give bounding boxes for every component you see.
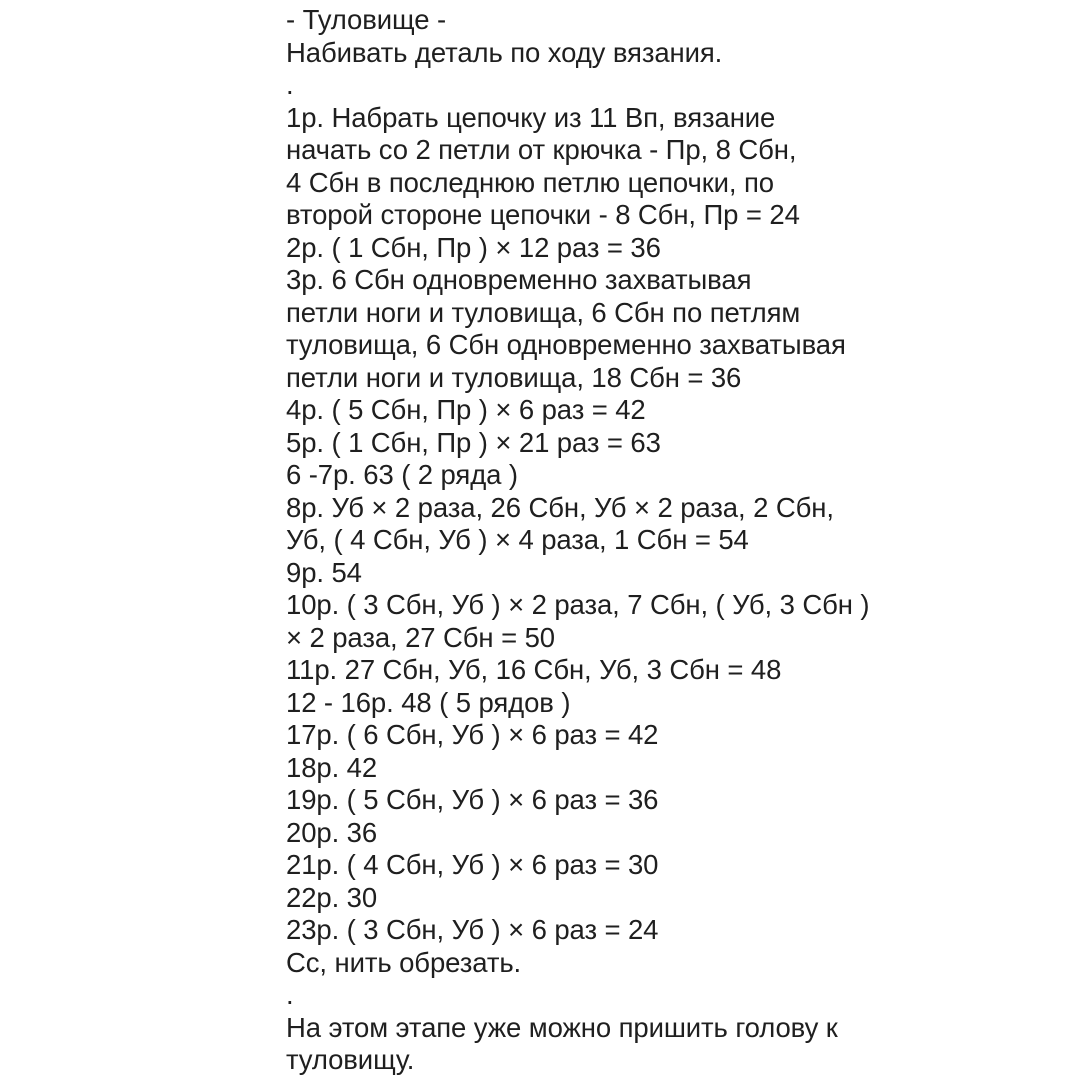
finish-instruction: Сс, нить обрезать.	[286, 946, 522, 978]
row-instruction: 4 Сбн в последнюю петлю цепочки, по	[286, 166, 774, 198]
row-instruction: 4р. ( 5 Сбн, Пр ) × 6 раз = 42	[286, 394, 646, 425]
row-instruction: 18р. 42	[286, 751, 378, 783]
row-instruction: 9р. 54	[286, 556, 362, 588]
row-instruction: 3р. 6 Сбн одновременно захватывая	[286, 264, 752, 295]
row-instruction: 12 - 16р. 48 ( 5 рядов )	[286, 686, 571, 718]
row-instruction: 22р. 30	[286, 881, 378, 913]
row-instruction: 6 -7р. 63 ( 2 ряда )	[286, 459, 518, 490]
note-line: туловищу.	[286, 1044, 415, 1075]
row-instruction: 17р. ( 6 Сбн, Уб ) × 6 раз = 42	[286, 719, 659, 750]
row-instruction: 11р. 27 Сбн, Уб, 16 Сбн, Уб, 3 Сбн = 48	[286, 654, 782, 685]
row-instruction: 1р. Набрать цепочку из 11 Вп, вязание	[286, 101, 776, 133]
row-instruction: 19р. ( 5 Сбн, Уб ) × 6 раз = 36	[286, 784, 659, 815]
row-instruction: второй стороне цепочки - 8 Сбн, Пр = 24	[286, 199, 800, 230]
separator-dot: .	[286, 979, 294, 1010]
row-instruction: петли ноги и туловища, 6 Сбн по петлям	[286, 296, 801, 328]
row-instruction: × 2 раза, 27 Сбн = 50	[286, 621, 555, 653]
row-instruction: туловища, 6 Сбн одновременно захватывая	[286, 329, 846, 360]
row-instruction: 21р. ( 4 Сбн, Уб ) × 6 раз = 30	[286, 849, 659, 880]
section-title: - Туловище -	[286, 4, 447, 35]
separator-dot: .	[286, 69, 294, 100]
note-line: На этом этапе уже можно пришить голову к	[286, 1011, 838, 1043]
row-instruction: 20р. 36	[286, 816, 378, 848]
row-instruction: начать со 2 петли от крючка - Пр, 8 Сбн,	[286, 134, 797, 165]
document-body	[286, 4, 1066, 1077]
row-instruction: Уб, ( 4 Сбн, Уб ) × 4 раза, 1 Сбн = 54	[286, 524, 749, 555]
row-instruction: 5р. ( 1 Сбн, Пр ) × 21 раз = 63	[286, 426, 661, 458]
instruction-line: Набивать деталь по ходу вязания.	[286, 36, 723, 68]
row-instruction: петли ноги и туловища, 18 Сбн = 36	[286, 361, 742, 393]
row-instruction: 23р. ( 3 Сбн, Уб ) × 6 раз = 24	[286, 914, 659, 945]
row-instruction: 8р. Уб × 2 раза, 26 Сбн, Уб × 2 раза, 2 Сбн,	[286, 491, 834, 523]
row-instruction: 2р. ( 1 Сбн, Пр ) × 12 раз = 36	[286, 231, 661, 263]
row-instruction: 10р. ( 3 Сбн, Уб ) × 2 раза, 7 Сбн, ( Уб, 3 Сбн )	[286, 589, 870, 620]
